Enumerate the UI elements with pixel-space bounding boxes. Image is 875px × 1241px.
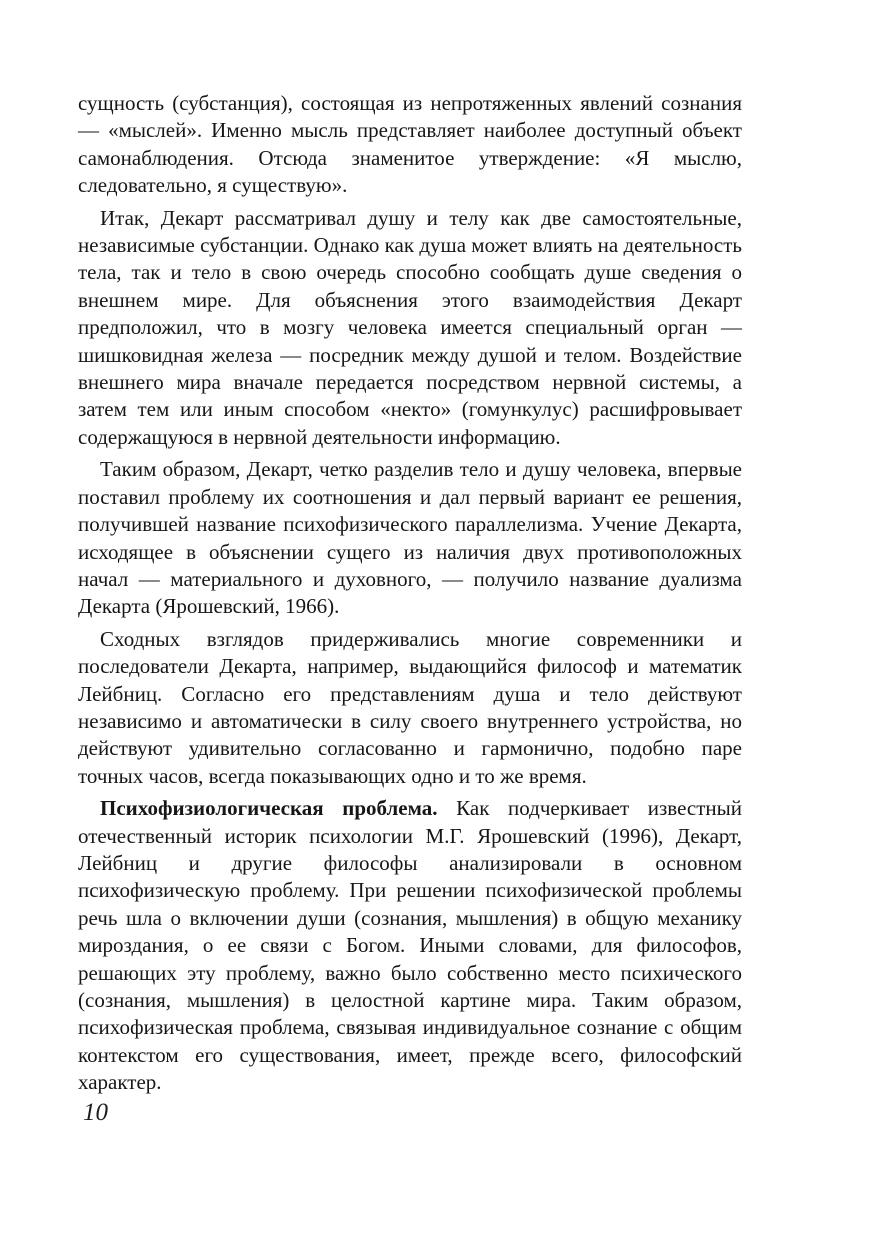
paragraph-leibniz xyxy=(78,626,742,790)
paragraph-continuation: сущность (субстанция), состоящая из непротяженных явлений сознания — «мыслей». Именно мысль представляет наиболее доступный объект самонаблюдения. Отсюда знаменитое утверждение: «Я мыслю, следовательно, я существую». xyxy=(78,91,742,198)
paragraph-psychophysical-parallelism: Таким образом, Декарт, четко разделив тело и душу человека, впервые поставил проблему их соотношения и дал первый вариант ее решения, получившей название психофизического параллелизма. Учение Декарта, исходящее в объяснении сущего из наличия двух противоположных начал — материального и духовного, — получило название дуализма Декарта (Ярошевский, 1966). xyxy=(78,457,742,619)
section-heading: Психофизиологическая проблема. xyxy=(100,796,438,821)
paragraph-descartes-dualism: Итак, Декарт рассматривал душу и телу как две самостоятельные, независимые субстанции. Однако как душа может влиять на деятельность тела, так и тело в свою очередь способно сообщать душе сведения о внешнем мире. Для объяснения этого взаимодействия Декарт предположил, что в мозгу человека имеется специальный орган — шишковидная железа — посредник между душой и телом. Воздействие внешнего мира вначале передается посредством нервной системы, а затем тем или иным способом «некто» (гомункулус) расшифровывает содержащуюся в нервной деятельности информацию. xyxy=(78,205,742,449)
page-body xyxy=(78,90,742,1097)
paragraph-leibniz-text: Сходных взглядов придерживались многие современники и последователи Декарта, например, выдающийся философ и математик Лейбниц. Согласно его представлениям душа и тело действуют независимо и автоматически в силу своего внутреннего устройства, но действуют удивительно согласованно и гармонично, подобно паре точных часов, всегда показывающих одно и то же время. xyxy=(78,626,742,788)
page-number: 10 xyxy=(83,1099,108,1126)
paragraph-psychophysiological-problem xyxy=(78,795,742,1096)
paragraph-psychophysiological-text: Как подчеркивает известный отечественный историк психологии М.Г. Ярошевский (1996), Декарт, Лейбниц и другие философы анализировали в основном психофизическую проблему. При решении психофизической проблемы речь шла о включении души (сознания, мышления) в общую механику мироздания, о ее связи с Богом. Иными словами, для философов, решающих эту проблему, важно было собственно место психического (сознания, мышления) в целостной картине мира. Таким образом, психофизическая проблема, связывая индивидуальное сознание с общим контекстом его существования, имеет, прежде всего, философский характер. xyxy=(78,796,743,1095)
